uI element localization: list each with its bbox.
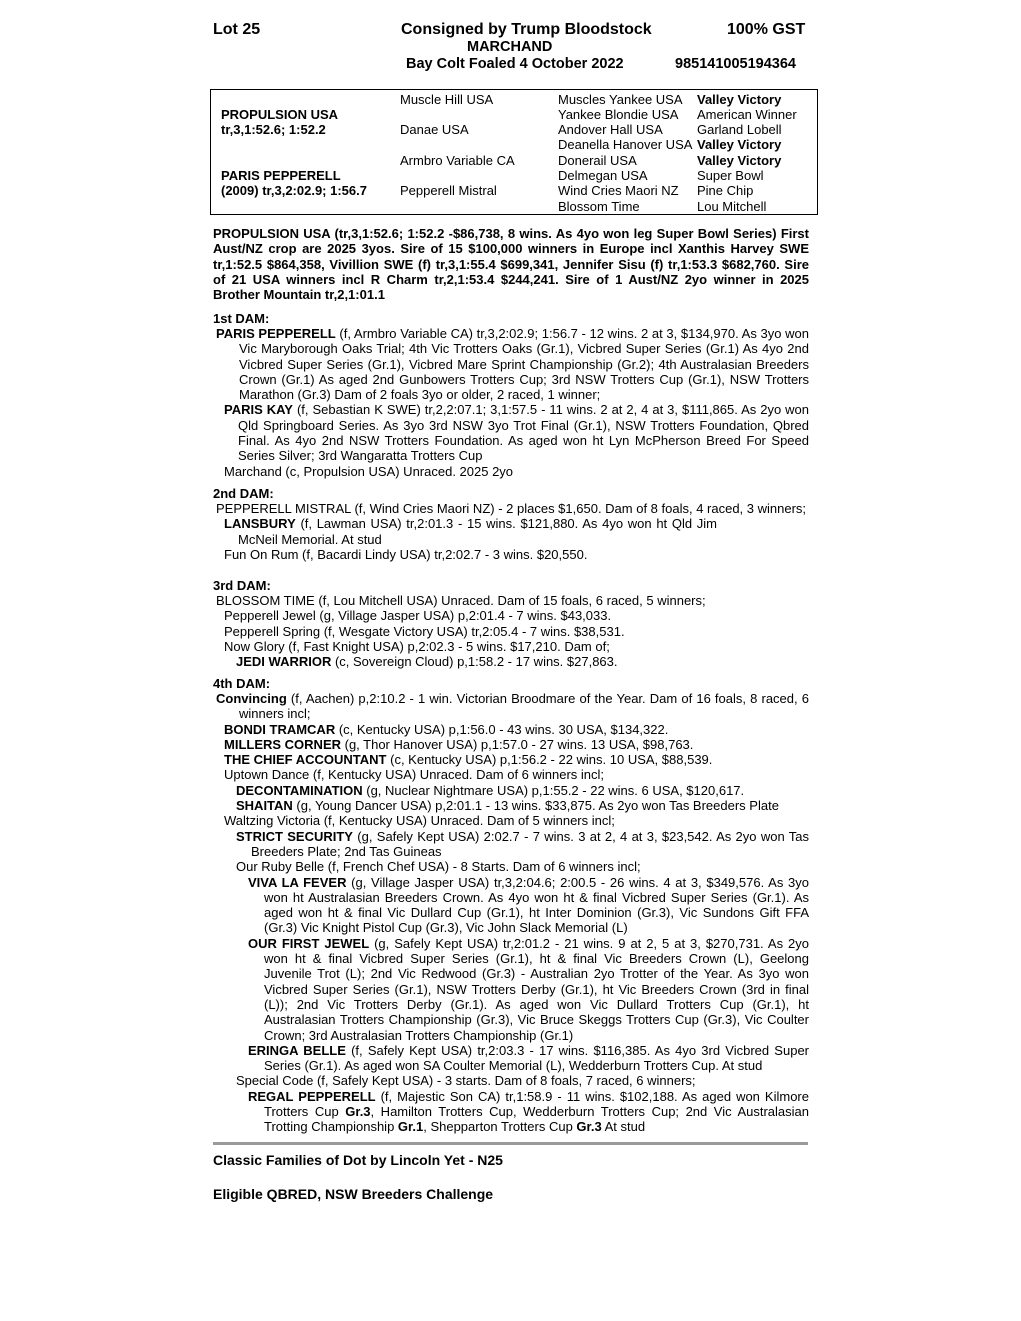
pedigree-gen4: Super Bowl	[697, 168, 764, 183]
first-dam-heading: 1st DAM:	[213, 311, 270, 326]
microchip: 985141005194364	[675, 56, 796, 72]
progeny-entry	[213, 516, 809, 547]
dam-name: PARIS PEPPERELL	[216, 326, 336, 341]
progeny-record: , Hamilton Trotters Cup, Wedderburn Trotters Cup; 2nd Vic Australasian Trotting Championship	[264, 1104, 809, 1135]
progeny-record: (g, Thor Hanover USA) p,1:57.0 - 27 wins. 13 USA, $98,763.	[341, 736, 694, 752]
sire-name: PROPULSION USA	[221, 107, 339, 122]
progeny-entry: Waltzing Victoria (f, Kentucky USA) Unraced. Dam of 5 winners incl;	[224, 813, 615, 829]
pedigree-gen4: Valley Victory	[697, 137, 782, 152]
second-dam-heading: 2nd DAM:	[213, 486, 274, 501]
pedigree-gen3: Donerail USA	[558, 153, 637, 168]
progeny-name: THE CHIEF ACCOUNTANT	[224, 752, 387, 768]
third-dam-heading: 3rd DAM:	[213, 578, 271, 593]
pedigree-gen3: Delmegan USA	[558, 168, 648, 183]
progeny-entry: Marchand (c, Propulsion USA) Unraced. 2025 2yo	[224, 463, 514, 479]
progeny-record: (g, Village Jasper USA) tr,3,2:04.6; 2:00.5 - 26 wins. 4 at 3, $349,576. As 3yo won ht Australasian Breeders Crown. As 4yo won ht & final Vicbred Super Series (Gr.1). As aged won ht & final Vic Dullard Cup (Gr.1), ht Inter Dominion (Gr.3), Vic Sundons Gift FFA (Gr.3) Vic Knight Pistol Cup (Gr.3), Vic John Slack Memorial (L)	[264, 874, 809, 936]
pedigree-gen2: Danae USA	[400, 122, 469, 137]
foaled-line: Bay Colt Foaled 4 October 2022	[406, 56, 624, 72]
pedigree-gen3: Muscles Yankee USA	[558, 92, 683, 107]
progeny-entry: Uptown Dance (f, Kentucky USA) Unraced. Dam of 6 winners incl;	[224, 767, 605, 783]
grade-label: Gr.1	[397, 1119, 424, 1135]
dam-record: (f, Armbro Variable CA) tr,3,2:02.9; 1:56.7 - 12 wins. 2 at 3, $134,970. As 3yo won Vic Maryborough Oaks Trial; 4th Vic Trotters Oaks (Gr.1), Vicbred Super Series (Gr.1) As 4yo 2nd Vicbred Super Series (Gr.1), Vicbred Mare Sprint Championship (Gr.2); 4th Australasian Breeders Crown (Gr.1) As aged 2nd Gunbowers Trotters Cup; 3rd NSW Trotters Cup (Gr.1), NSW Trotters Marathon (Gr.3) Dam of 2 foals 3yo or older, 2 raced, 1 winner;	[239, 326, 809, 403]
progeny-record: (f, Safely Kept USA) tr,2:03.3 - 17 wins. $116,385. As 4yo 3rd Vicbred Super Series (Gr.1). As aged won SA Coulter Memorial (L), Wedderburn Trotters Cup. At stud	[264, 1042, 809, 1074]
progeny-name: ERINGA BELLE	[248, 1042, 346, 1058]
grade-label: Gr.3	[576, 1119, 602, 1135]
second-dam-section	[213, 501, 809, 562]
pedigree-gen4: Pine Chip	[697, 183, 754, 198]
progeny-entry	[213, 875, 809, 936]
pedigree-gen3: Blossom Time	[558, 199, 640, 214]
dam-record: (f, Aachen) p,2:10.2 - 1 win. Victorian Broodmare of the Year. Dam of 16 foals, 8 raced, 6 winners incl;	[239, 691, 809, 722]
progeny-record: (f, Lawman USA) tr,2:01.3 - 15 wins. $121,880. As 4yo won ht Qld Jim McNeil Memorial. At stud	[238, 516, 717, 547]
consignor: Consigned by Trump Bloodstock	[401, 21, 652, 38]
progeny-record: (c, Kentucky USA) p,1:56.0 - 43 wins. 30 USA, $134,322.	[335, 721, 669, 737]
fourth-dam-section	[213, 691, 809, 1135]
progeny-entry	[213, 798, 809, 813]
fourth-dam-heading: 4th DAM:	[213, 676, 271, 691]
progeny-record: (c, Kentucky USA) p,1:56.2 - 22 wins. 10 USA, $88,539.	[386, 752, 713, 768]
grade-label: Gr.3	[345, 1104, 371, 1120]
pedigree-gen4: Lou Mitchell	[697, 199, 767, 214]
gst-label: 100% GST	[727, 21, 806, 38]
pedigree-gen4: Garland Lobell	[697, 122, 782, 137]
progeny-record: (g, Nuclear Nightmare USA) p,1:55.2 - 22 wins. 6 USA, $120,617.	[362, 782, 745, 798]
progeny-record: (g, Young Dancer USA) p,2:01.1 - 13 wins. $33,875. As 2yo won Tas Breeders Plate	[292, 798, 779, 814]
progeny-name: JEDI WARRIOR	[236, 654, 332, 670]
progeny-record: (g, Safely Kept USA) 2:02.7 - 7 wins. 3 at 2, 4 at 3, $23,542. As 2yo won Tas Breeders Plate; 2nd Tas Guineas	[251, 828, 809, 859]
progeny-name: DECONTAMINATION	[236, 782, 363, 798]
progeny-record: , Shepparton Trotters Cup	[423, 1119, 577, 1135]
progeny-entry	[213, 722, 809, 737]
sire-summary: PROPULSION USA (tr,3,1:52.6; 1:52.2 -$86,738, 8 wins. As 4yo won leg Super Bowl Series) First Aust/NZ crop are 2025 3yos. Sire of 15 $100,000 winners in Europe incl Xanthis Harvey SWE tr,1:52.5 $864,358, Vivillion SWE (f) tr,3,1:55.4 $699,341, Jennifer Sisu (f) tr,1:53.3 $682,760. Sire of 21 USA winners incl R Charm tr,2,1:53.4 $244,241. Sire of 1 Aust/NZ 2yo winner in 2025 Brother Mountain tr,2,1:01.1	[213, 226, 809, 303]
dam-entry: PEPPERELL MISTRAL (f, Wind Cries Maori NZ) - 2 places $1,650. Dam of 8 foals, 4 raced, 3 winners;	[216, 501, 807, 516]
progeny-entry	[213, 783, 809, 798]
progeny-record: (c, Sovereign Cloud) p,1:58.2 - 17 wins. $27,863.	[331, 654, 618, 670]
progeny-name: LANSBURY	[224, 516, 296, 532]
pedigree-gen2: Armbro Variable CA	[400, 153, 515, 168]
horse-name: MARCHAND	[467, 39, 553, 55]
progeny-record: (f, Majestic Son CA) tr,1:58.9 - 11 wins. $102,188. As aged won Kilmore Trotters Cup	[264, 1088, 809, 1120]
lot-number: Lot 25	[213, 21, 261, 38]
dam-name: PARIS PEPPERELL	[221, 168, 341, 183]
sire-record: tr,3,1:52.6; 1:52.2	[221, 122, 326, 137]
progeny-entry: Now Glory (f, Fast Knight USA) p,2:02.3 - 5 wins. $17,210. Dam of;	[224, 638, 610, 654]
progeny-entry	[213, 402, 809, 463]
progeny-entry: Fun On Rum (f, Bacardi Lindy USA) tr,2:02.7 - 3 wins. $20,550.	[224, 546, 588, 562]
pedigree-gen3: Andover Hall USA	[558, 122, 663, 137]
progeny-entry: Special Code (f, Safely Kept USA) - 3 starts. Dam of 8 foals, 7 raced, 6 winners;	[236, 1073, 696, 1089]
progeny-record: (g, Safely Kept USA) tr,2:01.2 - 21 wins. 9 at 2, 5 at 3, $270,731. As 2yo won ht & final Vicbred Super Series (Gr.1), ht & final Vic Breeders Crown (L), Geelong Juvenile Trot (L); 2nd Vic Redwood (Gr.3) - Australian 2yo Trotter of the Year. As 3yo won Vicbred Super Series (Gr.1), NSW Trotters Derby (Gr.1), ht Vic Breeders Crown (3rd in final (L)); 2nd Vic Trotters Derby (Gr.1). As aged won Vic Dullard Trotters Cup (Gr.1), ht Australasian Trotters Championship (Gr.3), Vic Bruce Skeggs Trotters Cup (Gr.3), Vic Coulter Crown; 3rd Australasian Trotters Championship (Gr.1)	[264, 935, 809, 1043]
progeny-entry	[213, 654, 809, 669]
progeny-entry: Our Ruby Belle (f, French Chef USA) - 8 Starts. Dam of 6 winners incl;	[236, 859, 641, 875]
pedigree-gen3: Yankee Blondie USA	[558, 107, 679, 122]
first-dam-section	[213, 326, 809, 479]
progeny-entry	[213, 752, 809, 767]
progeny-record: (f, Sebastian K SWE) tr,2,2:07.1; 3,1:57.5 - 11 wins. 2 at 2, 4 at 3, $111,865. As 2yo won Qld Springboard Series. As 3yo 3rd NSW 3yo Trot Final (Gr.1), NSW Trotters Foundation, Qbred Final. As 4yo 2nd NSW Trotters Foundation. As aged won ht Lyn McPherson Breed For Speed Series Silver; 3rd Wangaratta Trotters Cup	[238, 402, 809, 464]
pedigree-gen4: Valley Victory	[697, 153, 782, 168]
pedigree-gen3: Wind Cries Maori NZ	[558, 183, 679, 198]
pedigree-gen3: Deanella Hanover USA	[558, 137, 693, 152]
dam-record: (2009) tr,3,2:02.9; 1:56.7	[221, 183, 367, 198]
progeny-record: At stud	[601, 1119, 646, 1135]
progeny-entry: Pepperell Spring (f, Wesgate Victory USA) tr,2:05.4 - 7 wins. $38,531.	[224, 623, 625, 639]
progeny-entry	[213, 829, 809, 860]
progeny-name: MILLERS CORNER	[224, 736, 341, 752]
progeny-entry	[213, 1043, 809, 1074]
progeny-entry: Pepperell Jewel (g, Village Jasper USA) p,2:01.4 - 7 wins. $43,033.	[224, 608, 612, 624]
eligibility: Eligible QBRED, NSW Breeders Challenge	[213, 1186, 494, 1202]
pedigree-gen4: American Winner	[697, 107, 797, 122]
dam-entry: BLOSSOM TIME (f, Lou Mitchell USA) Unraced. Dam of 15 foals, 6 raced, 5 winners;	[216, 593, 706, 608]
progeny-name: VIVA LA FEVER	[248, 874, 347, 890]
divider	[213, 1142, 808, 1145]
progeny-entry	[213, 936, 809, 1043]
pedigree-gen2: Muscle Hill USA	[400, 92, 494, 107]
dam-name: Convincing	[216, 691, 287, 706]
pedigree-gen2: Pepperell Mistral	[400, 183, 497, 198]
progeny-name: STRICT SECURITY	[236, 828, 353, 844]
progeny-entry	[213, 1089, 809, 1135]
progeny-name: SHAITAN	[236, 798, 293, 814]
progeny-name: REGAL PEPPERELL	[248, 1088, 376, 1104]
dam-entry	[213, 326, 809, 402]
progeny-name: OUR FIRST JEWEL	[248, 935, 370, 951]
progeny-entry	[213, 737, 809, 752]
progeny-name: BONDI TRAMCAR	[224, 721, 336, 737]
classic-families: Classic Families of Dot by Lincoln Yet - N25	[213, 1152, 503, 1168]
third-dam-section	[213, 593, 809, 669]
pedigree-gen4: Valley Victory	[697, 92, 782, 107]
progeny-name: PARIS KAY	[224, 402, 293, 418]
dam-entry	[213, 691, 809, 722]
